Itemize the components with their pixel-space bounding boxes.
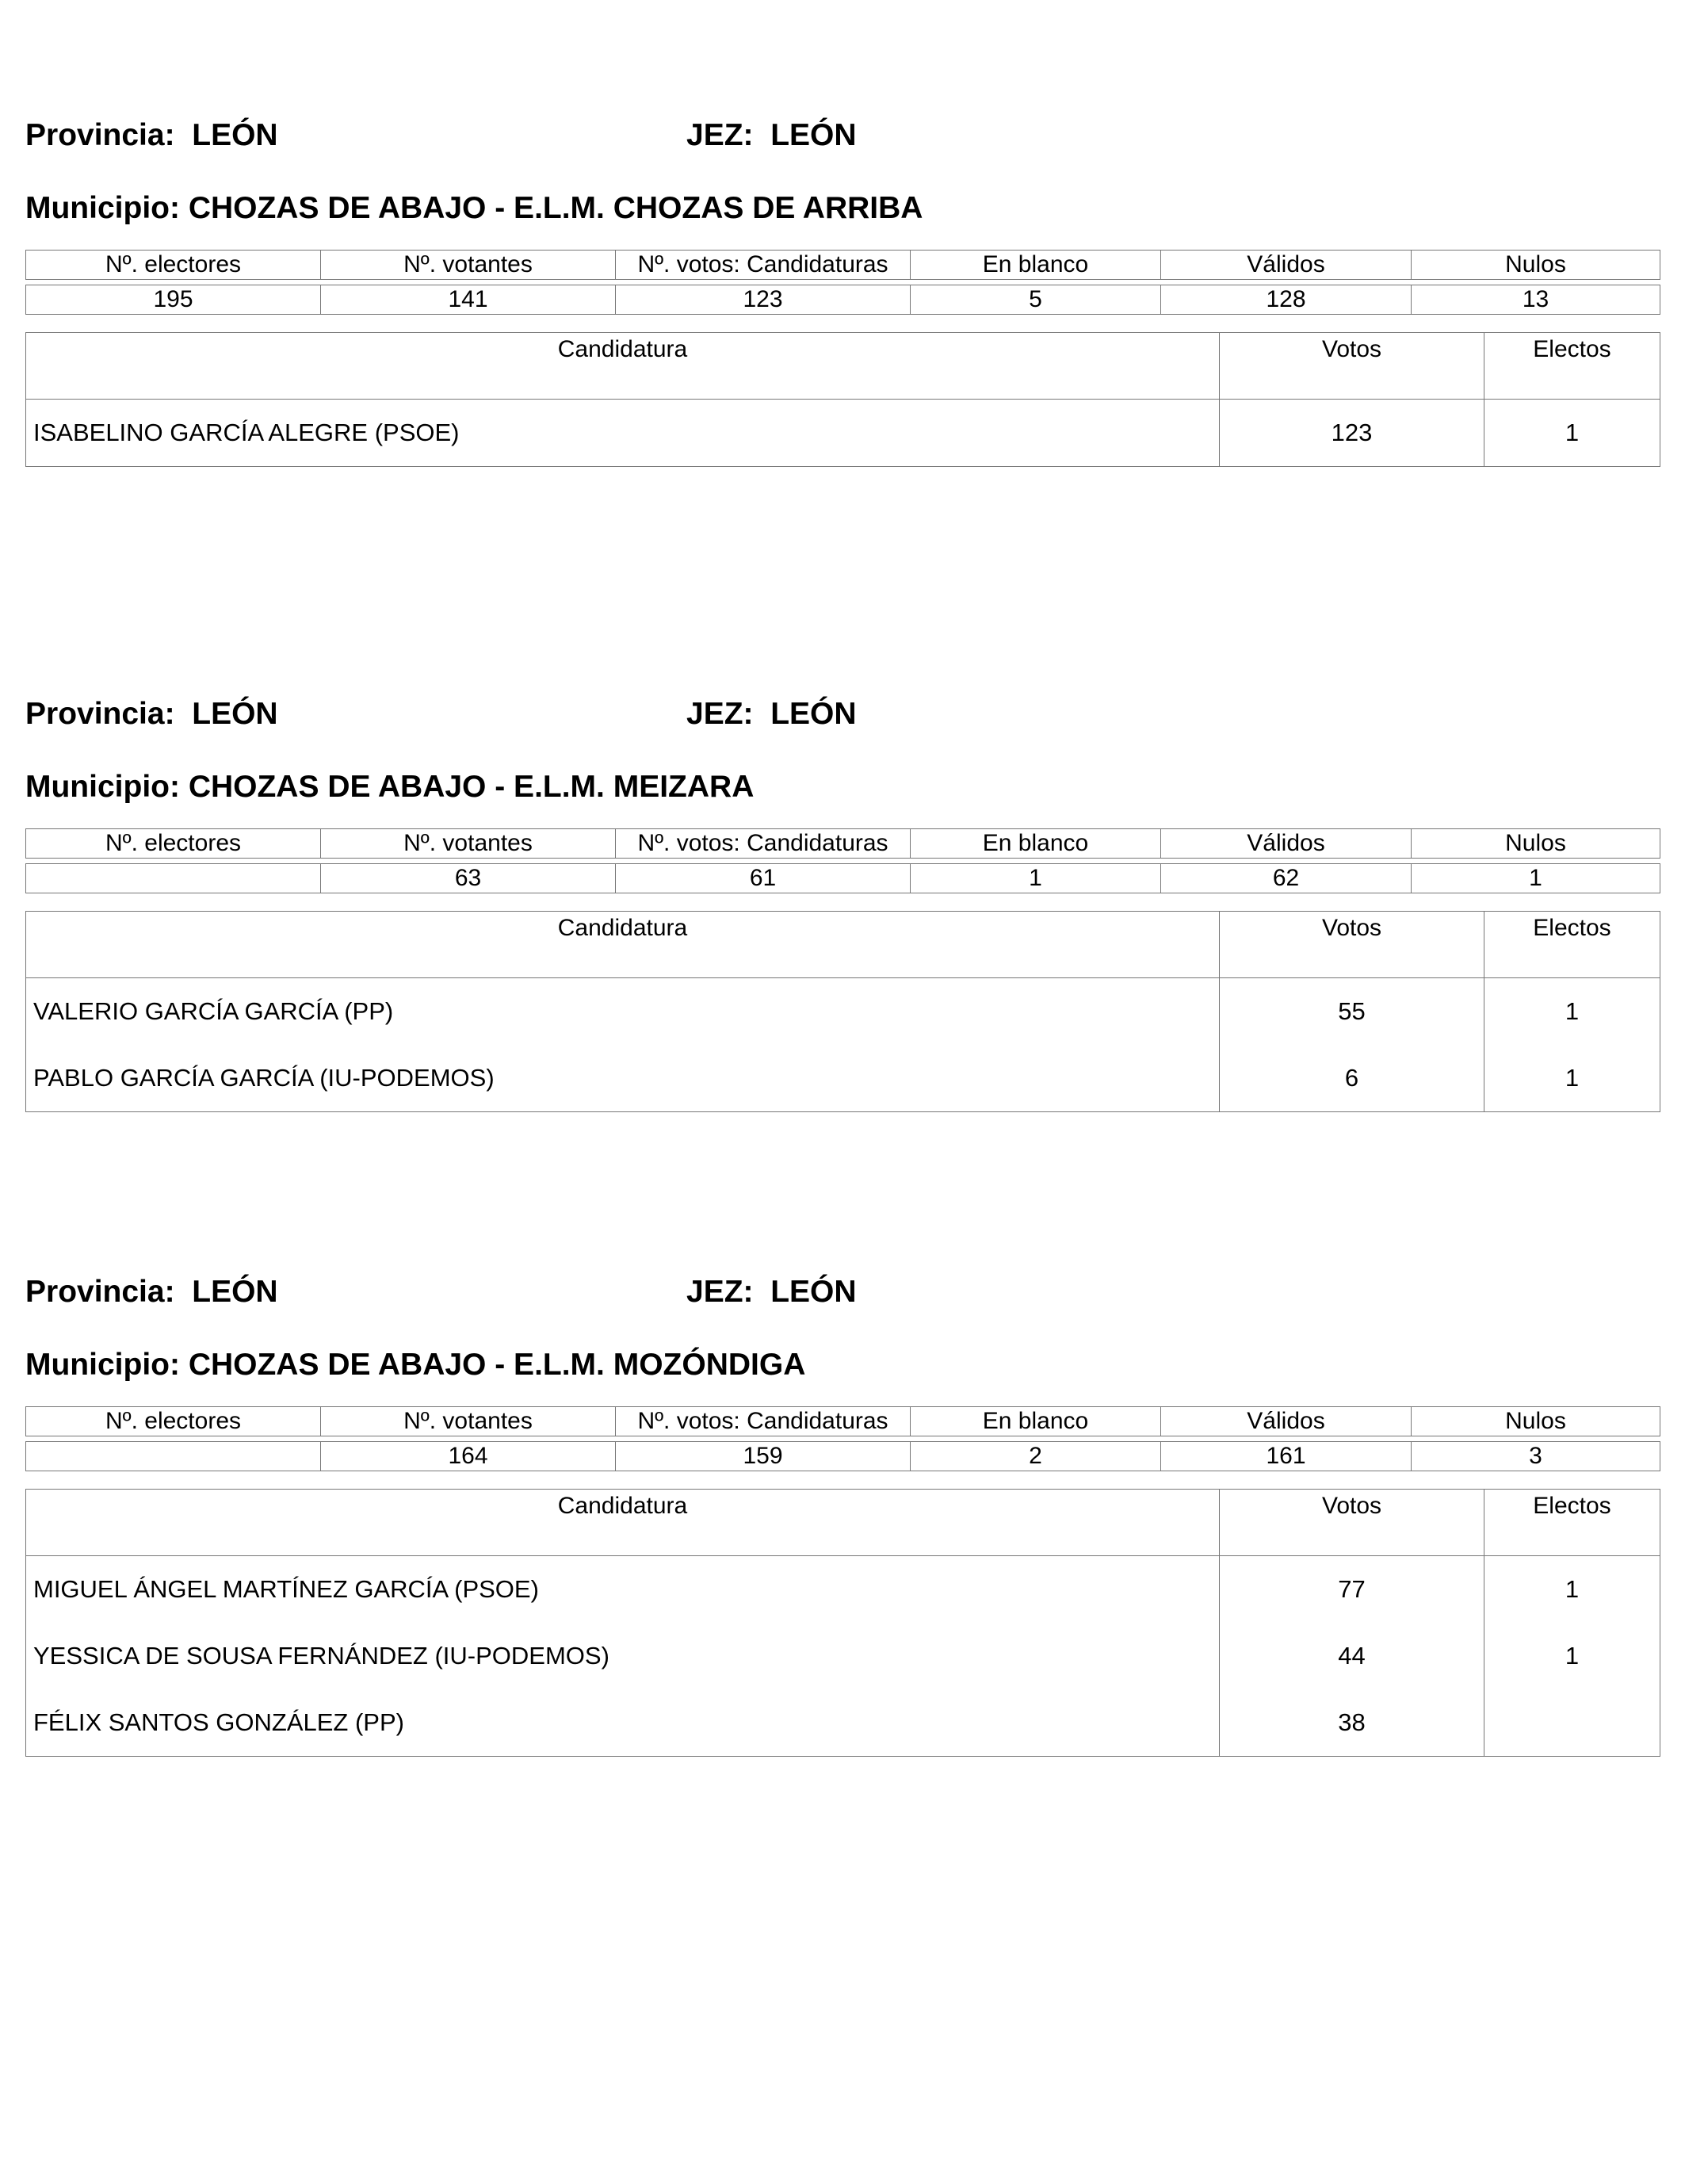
candidates-table [25, 332, 1660, 467]
provincia-label: Provincia: [25, 118, 175, 152]
header-votos: Votos [1220, 912, 1484, 978]
municipio-title [25, 1344, 805, 1386]
stat-header-validos: Válidos [1161, 1407, 1412, 1436]
section-header [25, 694, 1660, 735]
provincia-label: Provincia: [25, 697, 175, 731]
stat-value-electores [26, 1442, 321, 1471]
candidate-row [26, 1689, 1660, 1757]
provincia [25, 1272, 278, 1313]
jez [686, 1272, 857, 1313]
provincia-value: LEÓN [192, 697, 278, 731]
stats-table [25, 828, 1660, 893]
section-header [25, 1272, 1660, 1313]
section-header [25, 115, 1660, 156]
candidates-header-row [26, 1490, 1660, 1556]
candidate-votos: 44 [1220, 1623, 1484, 1689]
candidate-votos: 6 [1220, 1045, 1484, 1112]
stat-value-nulos: 13 [1412, 285, 1660, 315]
jez-value: LEÓN [770, 1275, 857, 1309]
stat-header-nulos: Nulos [1412, 1407, 1660, 1436]
candidate-electos [1484, 1689, 1660, 1757]
candidate-votos: 38 [1220, 1689, 1484, 1757]
municipio-value: CHOZAS DE ABAJO - E.L.M. MOZÓNDIGA [188, 1348, 806, 1382]
candidate-row [26, 978, 1660, 1046]
stats-header-row [26, 829, 1660, 859]
municipio-label: Municipio: [25, 770, 180, 804]
stat-value-votantes: 63 [321, 864, 616, 893]
stat-value-votos-candidaturas: 123 [616, 285, 911, 315]
header-candidatura: Candidatura [26, 912, 1220, 978]
municipio-label: Municipio: [25, 191, 180, 225]
candidate-electos: 1 [1484, 1045, 1660, 1112]
stats-spacer [26, 859, 1660, 864]
stat-value-validos: 161 [1161, 1442, 1412, 1471]
stat-value-en-blanco: 5 [911, 285, 1161, 315]
candidate-name: ISABELINO GARCÍA ALEGRE (PSOE) [26, 400, 1220, 467]
stat-header-votantes: Nº. votantes [321, 829, 616, 859]
stat-header-votantes: Nº. votantes [321, 251, 616, 280]
header-electos: Electos [1484, 1490, 1660, 1556]
candidate-row [26, 1556, 1660, 1624]
header-candidatura: Candidatura [26, 1490, 1220, 1556]
stat-value-validos: 62 [1161, 864, 1412, 893]
candidate-name: FÉLIX SANTOS GONZÁLEZ (PP) [26, 1689, 1220, 1757]
spacer-cell [26, 859, 1660, 864]
candidate-electos: 1 [1484, 1623, 1660, 1689]
stats-value-row [26, 1442, 1660, 1471]
stats-value-row [26, 864, 1660, 893]
stat-header-en-blanco: En blanco [911, 251, 1161, 280]
header-votos: Votos [1220, 1490, 1484, 1556]
stat-header-votantes: Nº. votantes [321, 1407, 616, 1436]
header-electos: Electos [1484, 333, 1660, 400]
candidates-header-row [26, 912, 1660, 978]
candidate-votos: 123 [1220, 400, 1484, 467]
stat-value-electores: 195 [26, 285, 321, 315]
stat-header-electores: Nº. electores [26, 1407, 321, 1436]
header-candidatura: Candidatura [26, 333, 1220, 400]
header-electos: Electos [1484, 912, 1660, 978]
candidate-name: PABLO GARCÍA GARCÍA (IU-PODEMOS) [26, 1045, 1220, 1112]
municipio-value: CHOZAS DE ABAJO - E.L.M. CHOZAS DE ARRIBA [188, 191, 923, 225]
jez [686, 694, 857, 735]
provincia [25, 694, 278, 735]
stat-value-electores [26, 864, 321, 893]
stat-header-nulos: Nulos [1412, 251, 1660, 280]
stat-value-votos-candidaturas: 61 [616, 864, 911, 893]
municipio-title [25, 188, 923, 229]
provincia-label: Provincia: [25, 1275, 175, 1309]
provincia-value: LEÓN [192, 118, 278, 152]
jez-label: JEZ: [686, 118, 754, 152]
stat-value-nulos: 3 [1412, 1442, 1660, 1471]
candidate-electos: 1 [1484, 978, 1660, 1046]
candidate-votos: 77 [1220, 1556, 1484, 1624]
candidate-name: MIGUEL ÁNGEL MARTÍNEZ GARCÍA (PSOE) [26, 1556, 1220, 1624]
jez [686, 115, 857, 156]
jez-value: LEÓN [770, 697, 857, 731]
stat-value-en-blanco: 1 [911, 864, 1161, 893]
header-votos: Votos [1220, 333, 1484, 400]
stats-table [25, 250, 1660, 315]
spacer-cell [26, 280, 1660, 285]
stat-header-validos: Válidos [1161, 829, 1412, 859]
candidate-name: YESSICA DE SOUSA FERNÁNDEZ (IU-PODEMOS) [26, 1623, 1220, 1689]
stat-header-votos-candidaturas: Nº. votos: Candidaturas [616, 829, 911, 859]
stat-header-en-blanco: En blanco [911, 1407, 1161, 1436]
stats-header-row [26, 251, 1660, 280]
jez-label: JEZ: [686, 1275, 754, 1309]
stat-header-votos-candidaturas: Nº. votos: Candidaturas [616, 1407, 911, 1436]
stat-value-votos-candidaturas: 159 [616, 1442, 911, 1471]
stats-table [25, 1406, 1660, 1471]
jez-label: JEZ: [686, 697, 754, 731]
stat-value-votantes: 141 [321, 285, 616, 315]
candidate-electos: 1 [1484, 400, 1660, 467]
spacer-cell [26, 1436, 1660, 1442]
candidate-row [26, 400, 1660, 467]
stat-header-nulos: Nulos [1412, 829, 1660, 859]
candidates-table [25, 911, 1660, 1112]
municipio-value: CHOZAS DE ABAJO - E.L.M. MEIZARA [188, 770, 755, 804]
stat-header-votos-candidaturas: Nº. votos: Candidaturas [616, 251, 911, 280]
stat-value-votantes: 164 [321, 1442, 616, 1471]
provincia-value: LEÓN [192, 1275, 278, 1309]
stat-header-en-blanco: En blanco [911, 829, 1161, 859]
stat-value-nulos: 1 [1412, 864, 1660, 893]
candidates-table [25, 1489, 1660, 1757]
jez-value: LEÓN [770, 118, 857, 152]
candidates-header-row [26, 333, 1660, 400]
stats-spacer [26, 280, 1660, 285]
candidate-name: VALERIO GARCÍA GARCÍA (PP) [26, 978, 1220, 1046]
municipio-label: Municipio: [25, 1348, 180, 1382]
stat-value-validos: 128 [1161, 285, 1412, 315]
stat-value-en-blanco: 2 [911, 1442, 1161, 1471]
stats-value-row [26, 285, 1660, 315]
stat-header-electores: Nº. electores [26, 829, 321, 859]
stats-spacer [26, 1436, 1660, 1442]
stat-header-validos: Válidos [1161, 251, 1412, 280]
candidate-votos: 55 [1220, 978, 1484, 1046]
municipio-title [25, 767, 754, 808]
stat-header-electores: Nº. electores [26, 251, 321, 280]
candidate-row [26, 1623, 1660, 1689]
candidate-electos: 1 [1484, 1556, 1660, 1624]
stats-header-row [26, 1407, 1660, 1436]
provincia [25, 115, 278, 156]
candidate-row [26, 1045, 1660, 1112]
